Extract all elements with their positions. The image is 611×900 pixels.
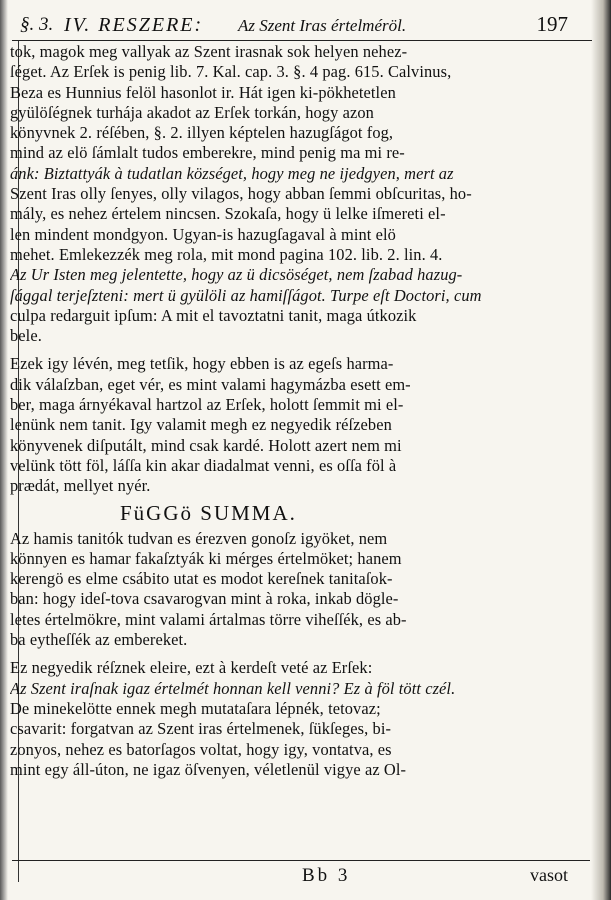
text-line: Szent Iras olly ſenyes, olly vilagos, hogy abban ſemmi obſcuritas, ho- xyxy=(10,184,472,204)
text-line: könyvnek 2. réſében, §. 2. illyen képtelen hazugſágot fog, xyxy=(10,123,394,143)
text-line: zonyos, nehez es batorſagos voltat, hogy igy, vontatva, es xyxy=(10,739,392,759)
text-line: ánk: Biztattyák à tudatlan községet, hogy meg ne ijedgyen, mert az xyxy=(10,163,454,183)
signature-mark: Bb 3 xyxy=(302,865,351,886)
section-heading: FüGGö SUMMA. xyxy=(120,500,297,525)
text-line: ba eytheſſék az embereket. xyxy=(10,630,188,650)
book-gutter-shadow xyxy=(591,0,611,900)
text-line: letes értelmökre, mint valami ártalmas törre viheſſék, es ab- xyxy=(10,609,407,629)
section-mark: §. 3. xyxy=(20,14,54,35)
paragraph-1 xyxy=(10,42,590,346)
text-line: könnyen es hamar fakaſztyák ki mérges értelmöket; hanem xyxy=(10,548,402,568)
text-line: mehet. Emlekezzék meg rola, mit mond pagina 102. lib. 2. lin. 4. xyxy=(10,244,443,264)
text-line: culpa redarguit ipſum: A mit el tavoztatni tanit, maga útkozik xyxy=(10,305,417,325)
text-line: bele. xyxy=(10,326,42,346)
text-line: Beza es Hunnius felöl hasonlot ir. Hát igen ki-pökhetetlen xyxy=(10,82,396,102)
text-line: csavarit: forgatvan az Szent iras értelmenek, ſükſeges, bi- xyxy=(10,719,392,739)
text-line: mály, es nehez értelem nincsen. Szokaſa, hogy ü lelke iſmereti el- xyxy=(10,204,446,224)
text-line: gyülöſégnek turhája akadot az Erſek torkán, hogy azon xyxy=(10,102,374,122)
paragraph-2 xyxy=(10,354,590,496)
text-line: ban: hogy ideſ-tova csavarogvan mint à roka, inkab dögle- xyxy=(10,589,399,609)
paragraph-3 xyxy=(10,529,590,651)
text-line: ſéget. Az Erſek is penig lib. 7. Kal. cap. 3. §. 4 pag. 615. Calvinus, xyxy=(10,62,452,82)
text-line: könyvenek diſputált, mind csak kardé. Holott azert nem mi xyxy=(10,435,402,455)
text-line: mint egy áll-úton, ne igaz öſvenyen, véletlenül vigye az Ol- xyxy=(10,759,407,779)
text-line: tok, magok meg vallyak az Szent irasnak sok helyen nehez- xyxy=(10,42,408,61)
text-line: dik válaſzban, eget vér, es mint valami hagymázba esett em- xyxy=(10,374,411,394)
text-line: De minekelötte ennek megh mutataſara lépnék, tetovaz; xyxy=(10,698,381,718)
text-line: lenünk nem tanit. Igy valamit megh ez negyedik réſzeben xyxy=(10,415,392,435)
paragraph-4 xyxy=(10,658,590,780)
page-body xyxy=(10,42,590,780)
running-header xyxy=(12,6,592,41)
text-line: prædát, mellyet nyér. xyxy=(10,476,151,496)
page-edge-shadow xyxy=(0,0,8,900)
chapter-label: IV. RESZERE: xyxy=(64,14,204,36)
text-line: Az Szent iraſnak igaz értelmét honnan kell venni? Ez à föl tött czél. xyxy=(10,678,456,698)
text-line: Ez negyedik réſznek eleire, ezt à kerdeſt veté az Erſek: xyxy=(10,658,373,678)
catchword: vasot xyxy=(530,865,568,885)
text-line: mind az elö ſámlalt tudos emberekre, mind penig ma mi re- xyxy=(10,143,405,163)
text-line: len mindent mondgyon. Ugyan-is hazugſagaval à mint elö xyxy=(10,224,396,244)
text-line: ber, maga árnyékaval hartzol az Erſek, holott ſemmit mi el- xyxy=(10,395,404,415)
text-line: ſággal terjeſzteni: mert ü gyülöli az hamiſſágot. Turpe eſt Doctori, cum xyxy=(10,285,482,305)
paragraph-spacer xyxy=(10,650,590,658)
text-line: Az hamis tanitók tudvan es érezven gonoſz igyöket, nem xyxy=(10,528,388,548)
page-number: 197 xyxy=(536,12,568,36)
paragraph-spacer xyxy=(10,346,590,354)
text-line: kerengö es elme csábito utat es modot kereſnek tanitaſok- xyxy=(10,569,393,589)
page-footer xyxy=(12,860,590,891)
text-line: Ezek igy lévén, meg tetſik, hogy ebben is az egeſs harma- xyxy=(10,354,394,374)
text-line: Az Ur Isten meg jelentette, hogy az ü dicsöséget, nem ſzabad hazug- xyxy=(10,265,463,285)
text-line: velünk tött föl, láſſa kin akar diadalmat venni, es oſſa föl à xyxy=(10,455,397,475)
running-title: Az Szent Iras értelméröl. xyxy=(238,16,407,35)
